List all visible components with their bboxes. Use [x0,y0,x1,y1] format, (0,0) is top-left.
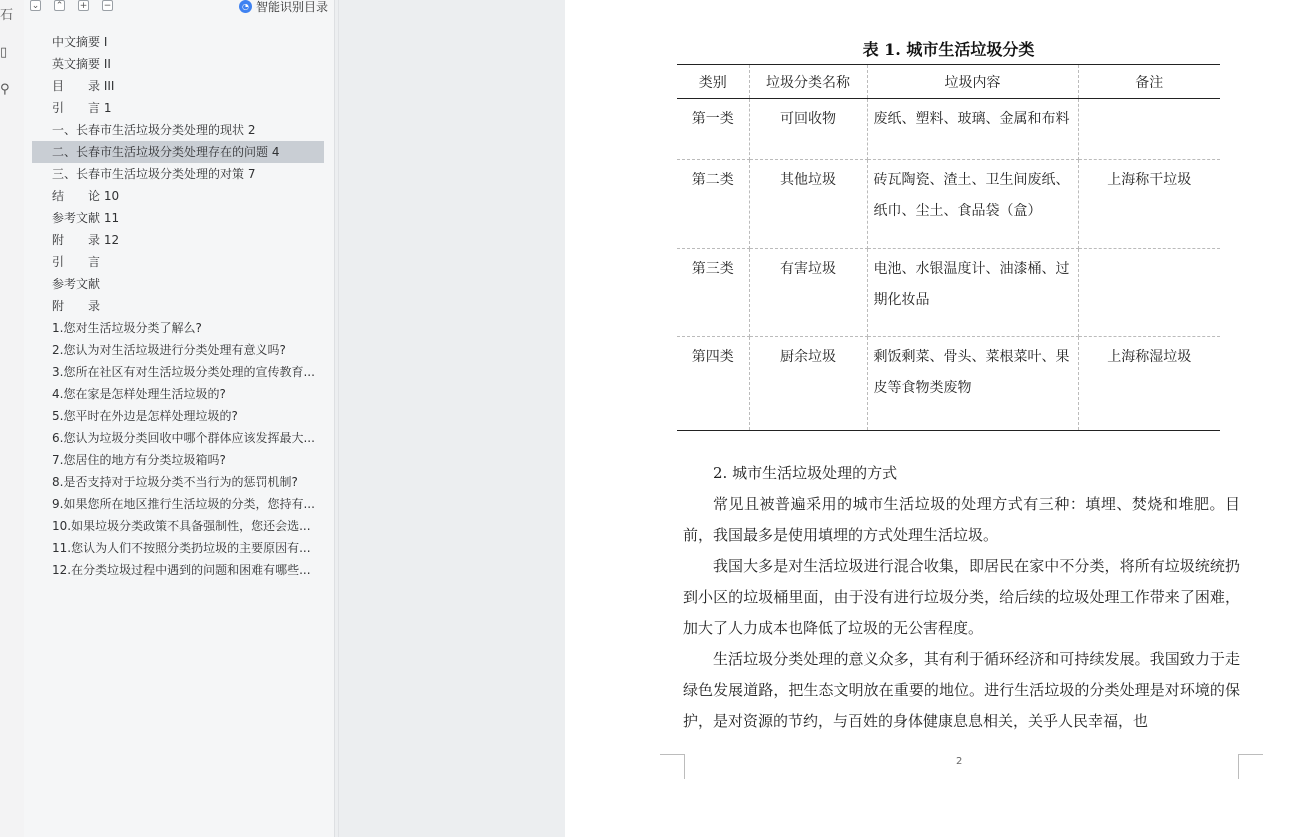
outline-item[interactable]: 7.您居住的地方有分类垃圾箱吗? [52,453,226,467]
tool-rail [0,0,25,837]
table-cell: 其他垃圾 [749,160,867,249]
table-cell: 第二类 [677,160,749,249]
outline-item[interactable]: 一、长春市生活垃圾分类处理的现状 2 [52,123,256,137]
outline-item[interactable]: 4.您在家是怎样处理生活垃圾的? [52,387,226,401]
outline-item[interactable]: 9.如果您所在地区推行生活垃圾的分类，您持有... [52,497,315,511]
table-row [677,160,1220,249]
outline-item[interactable]: 11.您认为人们不按照分类扔垃圾的主要原因有... [52,541,311,555]
smart-toc-label: 智能识别目录 [255,0,328,14]
paragraph: 我国大多是对生活垃圾进行混合收集，即居民在家中不分类，将所有垃圾统统扔到小区的垃圾桶里面，由于没有进行垃圾分类，给后续的垃圾处理工作带来了困难，加大了人力成本也降低了垃圾的无公害程度。 [683,557,1240,637]
crop-mark-left [660,754,685,779]
outline-item[interactable]: 5.您平时在外边是怎样处理垃圾的? [52,409,238,423]
outline-item[interactable]: 中文摘要 I [52,35,108,49]
smart-toc-button[interactable] [239,0,328,15]
outline-item[interactable]: 二、长春市生活垃圾分类处理存在的问题 4 [32,141,324,163]
paragraph: 生活垃圾分类处理的意义众多，其有利于循环经济和可持续发展。我国致力于走绿色发展道路，把生态文明放在重要的地位。进行生活垃圾的分类处理是对环境的保护，是对资源的节约，与百姓的身体健康息息相关，关乎人民幸福，也 [683,650,1240,730]
document-page[interactable] [565,0,1300,837]
table-cell: 上海称干垃圾 [1078,160,1220,249]
outline-item[interactable]: 10.如果垃圾分类政策不具备强制性，您还会选... [52,519,311,533]
outline-item[interactable]: 3.您所在社区有对生活垃圾分类处理的宣传教育... [52,365,315,379]
navigation-pane [24,0,335,837]
table-cell: 砖瓦陶瓷、渣土、卫生间废纸、纸巾、尘土、食品袋（盒） [867,160,1078,249]
add-heading-button[interactable]: + [79,1,88,11]
outline-item[interactable]: 参考文献 11 [52,211,120,225]
paragraph: 常见且被普遍采用的城市生活垃圾的处理方式有三种：填埋、焚烧和堆肥。目前，我国最多是使用填埋的方式处理生活垃圾。 [683,495,1240,544]
outline-item[interactable]: 三、长春市生活垃圾分类处理的对策 7 [52,167,256,181]
canvas-gutter [335,0,565,837]
outline-item[interactable]: 目 录 III [52,79,115,93]
table-cell [1078,99,1220,160]
outline-item[interactable]: 附 录 [52,299,101,313]
outline-item[interactable]: 参考文献 [52,277,101,291]
pane-splitter[interactable] [338,0,339,837]
table-cell: 第三类 [677,249,749,337]
page-number: 2 [956,756,963,767]
section-heading: 2. 城市生活垃圾处理的方式 [713,464,898,482]
outline-item[interactable]: 引 言 [52,255,101,269]
table-cell: 厨余垃圾 [749,337,867,431]
table-cell [1078,249,1220,337]
outline-item[interactable]: 英文摘要 II [52,57,111,71]
table-caption: 表 1. 城市生活垃圾分类 [862,40,1035,59]
table-row [677,249,1220,337]
outline-toolbar [24,0,334,16]
table-row [677,99,1220,160]
outline-icon[interactable]: 石 [0,8,14,23]
table-header-cell: 垃圾分类名称 [749,65,867,99]
table-cell: 电池、水银温度计、油漆桶、过期化妆品 [867,249,1078,337]
crop-mark-right [1238,754,1263,779]
table-cell: 可回收物 [749,99,867,160]
outline-item[interactable]: 2.您认为对生活垃圾进行分类处理有意义吗? [52,343,286,357]
table-cell: 有害垃圾 [749,249,867,337]
expand-all-button[interactable]: ⌃ [55,1,64,11]
table-cell: 上海称湿垃圾 [1078,337,1220,431]
garbage-classification-table [677,64,1220,431]
table-cell: 剩饭剩菜、骨头、菜根菜叶、果皮等食物类废物 [867,337,1078,431]
outline-item[interactable]: 结 论 10 [52,189,120,203]
table-header-cell: 备注 [1078,65,1220,99]
outline-item[interactable]: 引 言 1 [52,101,112,115]
smart-toc-icon: ◔ [239,0,252,13]
collapse-all-button[interactable]: ⌄ [31,1,40,11]
table-cell: 第四类 [677,337,749,431]
search-icon[interactable]: ⚲ [0,82,10,97]
document-body [683,458,1240,737]
outline-item[interactable]: 附 录 12 [52,233,120,247]
table-header-cell: 垃圾内容 [867,65,1078,99]
outline-item[interactable]: 12.在分类垃圾过程中遇到的问题和困难有哪些... [52,563,311,577]
outline-item[interactable]: 1.您对生活垃圾分类了解么? [52,321,202,335]
table-cell: 废纸、塑料、玻璃、金属和布料 [867,99,1078,160]
remove-heading-button[interactable]: − [103,1,112,11]
bookmark-icon[interactable]: ▯ [0,45,8,60]
outline-list [32,31,324,581]
outline-item[interactable]: 8.是否支持对于垃圾分类不当行为的惩罚机制? [52,475,298,489]
table-header-cell: 类别 [677,65,749,99]
outline-item[interactable]: 6.您认为垃圾分类回收中哪个群体应该发挥最大... [52,431,315,445]
table-cell: 第一类 [677,99,749,160]
table-row [677,337,1220,431]
